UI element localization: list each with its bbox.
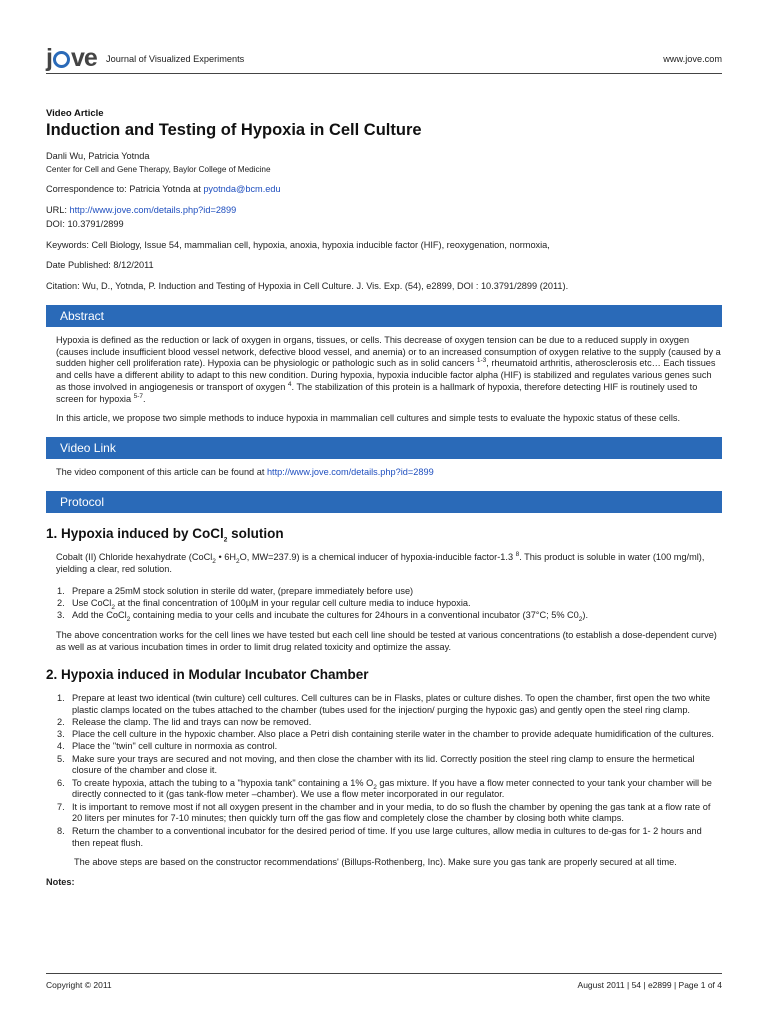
video-link-url[interactable]: http://www.jove.com/details.php?id=2899 <box>266 467 434 478</box>
email-link[interactable]: pyotnda@bcm.edu <box>203 184 281 195</box>
video-link-text: The video component of this article can be found at http://www.jove.com/details.php?id=2899 <box>56 467 434 478</box>
jove-logo[interactable]: j ve <box>46 44 97 72</box>
section-1-intro: Cobalt (II) Chloride hexahydrate (CoCl$_2$ • $6H_2O$, MW=237.9) is a chemical inducer of hypoxia-inducible factor-1.3 $^8$. This product is soluble in water (100 mg/ml), yielding a clear, red solution. <box>56 551 705 574</box>
abstract-paragraph-2: In this article, we propose two simple methods to induce hypoxia in mammalian cell cultures and simple tests to evaluate the hypoxic status of these cells. <box>56 413 681 424</box>
abstract-heading: Abstract <box>46 305 722 327</box>
section-1-after: The above concentration works for the cell lines we have tested but each cell line should be tested at various concentrations (to establish a dose-dependent curve) as well as at various incubation times in order to limit drug related toxicity and optimize the assay. <box>56 630 717 652</box>
list-item: 3. Add the CoCl$_2$ containing media to your cells and incubate the cultures for 24hours in a conventional incubator (37°C; 5% $C0_2$). <box>57 610 589 624</box>
protocol-heading: Protocol <box>46 491 722 513</box>
article-type: Video Article <box>46 108 104 119</box>
list-item: 1. Prepare at least two identical (twin culture) cell cultures. Cell cultures can be in Flasks, plates or culture dishes. To open the chamber, first open the two white plastic clamps located on the tubes attached to the chamber (tubes used for the injection/ purging the hypoxic gas) and gently open the steel ring clamp. <box>57 692 711 715</box>
correspondence: Correspondence to: Patricia Yotnda at pyotnda@bcm.edu <box>46 184 281 195</box>
citation: Citation: Wu, D., Yotnda, P. Induction and Testing of Hypoxia in Cell Culture. J. Vis. Exp. (54), e2899, DOI : 10.3791/2899 (2011). <box>46 281 569 292</box>
article-url-link[interactable]: http://www.jove.com/details.php?id=2899 <box>69 204 237 215</box>
abstract-paragraph-1: Hypoxia is defined as the reduction or lack of oxygen in organs, tissues, or cells. This decrease of oxygen tension can be due to a reduced supply in oxygen (causes include insufficient blood vessel network, defective blood vessel, and anemia) or to an increased consumption of oxygen relative to the supply (caused by a sudden higher cell proliferation rate). Hypoxia can be physiologic or pathologic such as in solid cancers $^{1-3}$, rheumatoid arthritis, atherosclerosis etc… Each tissues and cells have a different ability to adapt to this new condition. During hypoxia, hypoxia inducible factor alpha (HIF) is stabilized and regulates various genes such as those involved in angiogenesis or transport of oxygen $^4$. The stabilization of this protein is a hallmark of hypoxia, therefore detecting HIF is routinely used to screen for hypoxia $^{5-7}$. <box>56 334 721 404</box>
notes-label: Notes: <box>46 877 75 888</box>
list-item: 4. Place the "twin" cell culture in normoxia as control. <box>57 741 278 752</box>
video-link-heading: Video Link <box>46 437 722 459</box>
page-info: August 2011 | 54 | e2899 | Page 1 of 4 <box>577 980 722 990</box>
list-item: 6. To create hypoxia, attach the tubing to a "hypoxia tank" containing a 1% $O_2$ gas mixture. If you have a flow meter connected to your tank your chamber will be directly connected to it (gas tank-flow meter –chamber). We use a flow meter incorporated in our regulator. <box>57 777 712 800</box>
journal-name: Journal of Visualized Experiments <box>106 54 245 64</box>
article-url: URL: http://www.jove.com/details.php?id=2899 <box>46 204 237 215</box>
list-item: 1. Prepare a 25mM stock solution in sterile dd water, (prepare immediately before use) <box>57 585 414 596</box>
article-body <box>46 108 722 889</box>
section-1-steps <box>46 586 722 622</box>
list-item: 5. Make sure your trays are secured and not moving, and then close the chamber with its lid. Correctly position the steel ring clamp to ensure the hermetical closure of the chamber and close it. <box>57 753 695 776</box>
page-header <box>46 44 722 74</box>
list-item: 8. Return the chamber to a conventional incubator for the desired period of time. If you use large cultures, allow media in cultures to de-gas for 1- 2 hours and then repeat flush. <box>57 825 702 848</box>
copyright: Copyright © 2011 <box>46 980 112 990</box>
list-item: 2. Release the clamp. The lid and trays can now be removed. <box>57 716 312 727</box>
doi: DOI: 10.3791/2899 <box>46 218 124 229</box>
page-footer <box>46 973 722 991</box>
list-item: 2. Use CoCl$_2$ at the final concentration of 100µM in your regular cell culture media to induce hypoxia. <box>57 598 471 611</box>
section-2-title: 2. Hypoxia induced in Modular Incubator Chamber <box>46 666 369 682</box>
article-title: Induction and Testing of Hypoxia in Cell Culture <box>46 121 422 140</box>
date-published: Date Published: 8/12/2011 <box>46 260 154 271</box>
keywords: Keywords: Cell Biology, Issue 54, mammalian cell, hypoxia, anoxia, hypoxia inducible factor (HIF), reoxygenation, normoxia, <box>46 239 550 250</box>
authors: Danli Wu, Patricia Yotnda <box>46 150 150 161</box>
list-item: 7. It is important to remove most if not all oxygen present in the chamber and in your media, to do so flush the chamber by opening the gas tank at a flow rate of 20 liters per minutes for 7-10 minutes; then quickly turn off the gas flow and completely close the chamber by closing both white clamps. <box>57 801 711 824</box>
section-2-steps <box>46 693 722 849</box>
list-item: 3. Place the cell culture in the hypoxic chamber. Also place a Petri dish containing sterile water in the chamber to provide adequate humidification of the cultures. <box>57 729 714 740</box>
site-url[interactable]: www.jove.com <box>663 54 722 64</box>
affiliation: Center for Cell and Gene Therapy, Baylor College of Medicine <box>46 164 271 174</box>
section-2-after: The above steps are based on the constructor recommendations' (Billups-Rothenberg, Inc). Make sure you gas tank are properly secured at all time. <box>74 857 677 868</box>
section-1-title: 1. Hypoxia induced by CoCl$_2$ solution <box>46 525 284 544</box>
